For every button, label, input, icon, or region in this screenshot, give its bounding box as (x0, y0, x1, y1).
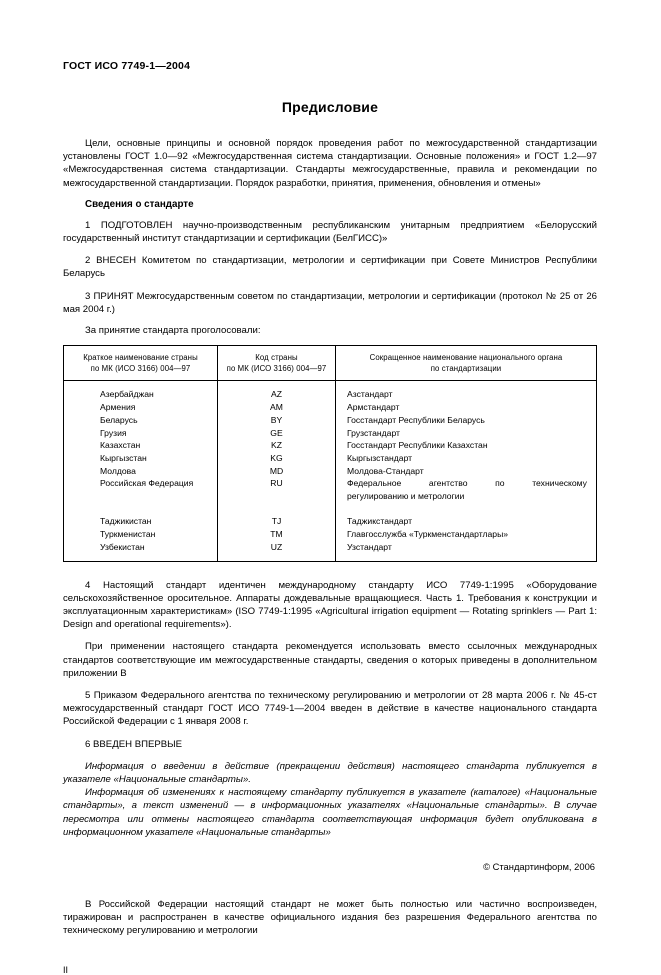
body-item-6: 6 ВВЕДЕН ВПЕРВЫЕ (85, 738, 183, 750)
table-row: Госстандарт Республики Беларусь (347, 414, 485, 425)
page-number: II (63, 964, 69, 975)
table-row-organization-ru-line2: регулированию и метрологии (347, 491, 465, 502)
column-pad (336, 554, 596, 561)
table-row: Туркменистан (100, 529, 156, 540)
body-item-4-note: При применении настоящего стандарта рекомендуется использовать вместо ссылочных международных стандартов соответствующие им межгосударственные стандарты, сведения о которых приведены в дополнительном приложении В (63, 641, 597, 679)
org-word: агентство (428, 478, 468, 489)
table-header-code-line2: по МК (ИСО 3166) 004—97 (226, 364, 327, 374)
table-row: Молдова-Стандарт (347, 465, 424, 476)
table-body (64, 381, 596, 560)
table-row: Кыргызстан (100, 452, 147, 463)
table-row: Азербайджан (100, 389, 154, 400)
table-header-country-line2: по МК (ИСО 3166) 004—97 (90, 364, 191, 374)
table-row: AZ (271, 389, 282, 400)
table-row: Беларусь (100, 414, 138, 425)
table-row: GE (270, 427, 283, 438)
table-row: Главгосслужба «Туркменстандартлары» (347, 529, 509, 540)
table-header-organization-line2: по стандартизации (430, 364, 502, 374)
column-pad (64, 381, 217, 388)
table-row: MD (269, 465, 284, 476)
column-pad (218, 381, 335, 388)
italic-note-2: Информация об изменениях к настоящему стандарту публикуется в указателе (каталоге) «Национальные стандарты», а текст изменений — в информационных указателях «Национальные стандарты». В случае пересмотра или отмены настоящего стандарта соответствующая информация будет опубликована в информационном указателе «Национальные стандарты» (63, 787, 597, 838)
standard-info-item-2: 2 ВНЕСЕН Комитетом по стандартизации, метрологии и сертификации при Совете Министров Республики Беларусь (63, 255, 597, 280)
table-row: Армения (100, 402, 136, 413)
table-row-organization-ru-line1 (336, 477, 596, 490)
table-row: KG (270, 452, 283, 463)
table-row: Таджикстандарт (347, 516, 413, 527)
body-item-5: 5 Приказом Федерального агентства по техническому регулированию и метрологии от 28 марта 2006 г. № 45-ст межгосударственный стандарт ГОСТ ИСО 7749-1—2004 введен в действие в качестве национального стандарта Российской Федерации с 1 января 2008 г. (63, 689, 597, 728)
row-spacer (64, 490, 217, 503)
table-row: AM (270, 402, 283, 413)
table-row: Молдова (100, 465, 136, 476)
copyright-notice: © Стандартинформ, 2006 (483, 861, 595, 873)
page-title: Предисловие (281, 99, 379, 115)
body-item-4: 4 Настоящий стандарт идентичен международному стандарту ИСО 7749-1:1995 «Оборудование сельскохозяйственное оросительное. Аппараты дождевальные вращающиеся. Часть 1. Требования к конструкции и эксплуатационным характеристикам» (ISO 7749-1:1995 «Agricultural irrigation equipment — Rotating sprinklers — Part 1: Design and operational requirements»). (63, 579, 597, 631)
table-row: Грузия (100, 427, 127, 438)
table-column-country (64, 381, 218, 560)
intro-paragraph: Цели, основные принципы и основной порядок проведения работ по межгосударственной стандартизации установлены ГОСТ 1.0—92 «Межгосударственная система стандартизации. Основные положения» и ГОСТ 1.2—97 «Межгосударственная система стандартизации. Стандарты межгосударственные, правила и рекомендации по межгосударственной стандартизации. Порядок разработки, принятия, применения, обновления и отмены» (63, 138, 597, 189)
column-pad (336, 381, 596, 388)
row-spacer (218, 490, 335, 503)
page-content (63, 60, 597, 975)
table-header-code (218, 346, 336, 380)
standard-info-item-1: 1 ПОДГОТОВЛЕН научно-производственным республиканским унитарным предприятием «Белорусский государственный институт стандартизации и сертификации (БелГИСС)» (63, 219, 597, 245)
table-row: Госстандарт Республики Казахстан (347, 440, 488, 451)
table-header-country (64, 346, 218, 380)
section-heading-standard-info: Сведения о стандарте (85, 198, 194, 210)
column-pad (64, 554, 217, 561)
table-row: Казахстан (100, 440, 141, 451)
org-word: Федеральное (347, 478, 402, 489)
table-row: Российская Федерация (100, 478, 194, 489)
table-column-organization (336, 381, 596, 560)
table-column-code (218, 381, 336, 560)
table-row: Армстандарт (347, 402, 400, 413)
table-row: UZ (270, 541, 283, 552)
vote-line: За принятие стандарта проголосовали: (85, 325, 261, 337)
table-header-organization (336, 346, 596, 380)
standard-info-item-3: 3 ПРИНЯТ Межгосударственным советом по стандартизации, метрологии и сертификации (протокол № 25 от 26 мая 2004 г.) (63, 290, 597, 315)
org-word: по (495, 478, 505, 489)
table-row: Таджикистан (100, 516, 152, 527)
table-row: BY (270, 414, 283, 425)
row-spacer (218, 503, 335, 516)
table-row: KZ (271, 440, 282, 451)
table-header-organization-line1: Сокращенное наименование национального органа (369, 353, 563, 363)
table-row: Узстандарт (347, 541, 392, 552)
table-row: Кыргызстандарт (347, 452, 413, 463)
table-row: Азстандарт (347, 389, 393, 400)
org-word: техническому (532, 478, 587, 489)
document-header: ГОСТ ИСО 7749-1—2004 (63, 60, 191, 72)
column-pad (218, 554, 335, 561)
table-row: RU (270, 478, 283, 489)
countries-table (63, 345, 597, 562)
footer-note: В Российской Федерации настоящий стандарт не может быть полностью или частично воспроизведен, тиражирован и распространен в качестве официального издания без разрешения Федерального агентства по техническому регулированию и метрологии (63, 899, 597, 937)
row-spacer (336, 503, 596, 516)
table-row: Узбекистан (100, 541, 145, 552)
italic-note-1: Информация о введении в действие (прекращении действия) настоящего стандарта публикуется в указателе «Национальные стандарты». (63, 760, 597, 785)
table-header-code-line1: Код страны (255, 353, 298, 363)
table-row: TM (270, 529, 283, 540)
table-header-row (64, 346, 596, 381)
row-spacer (64, 503, 217, 516)
table-header-country-line1: Краткое наименование страны (83, 353, 198, 363)
table-row: TJ (271, 516, 282, 527)
table-row: Грузстандарт (347, 427, 400, 438)
